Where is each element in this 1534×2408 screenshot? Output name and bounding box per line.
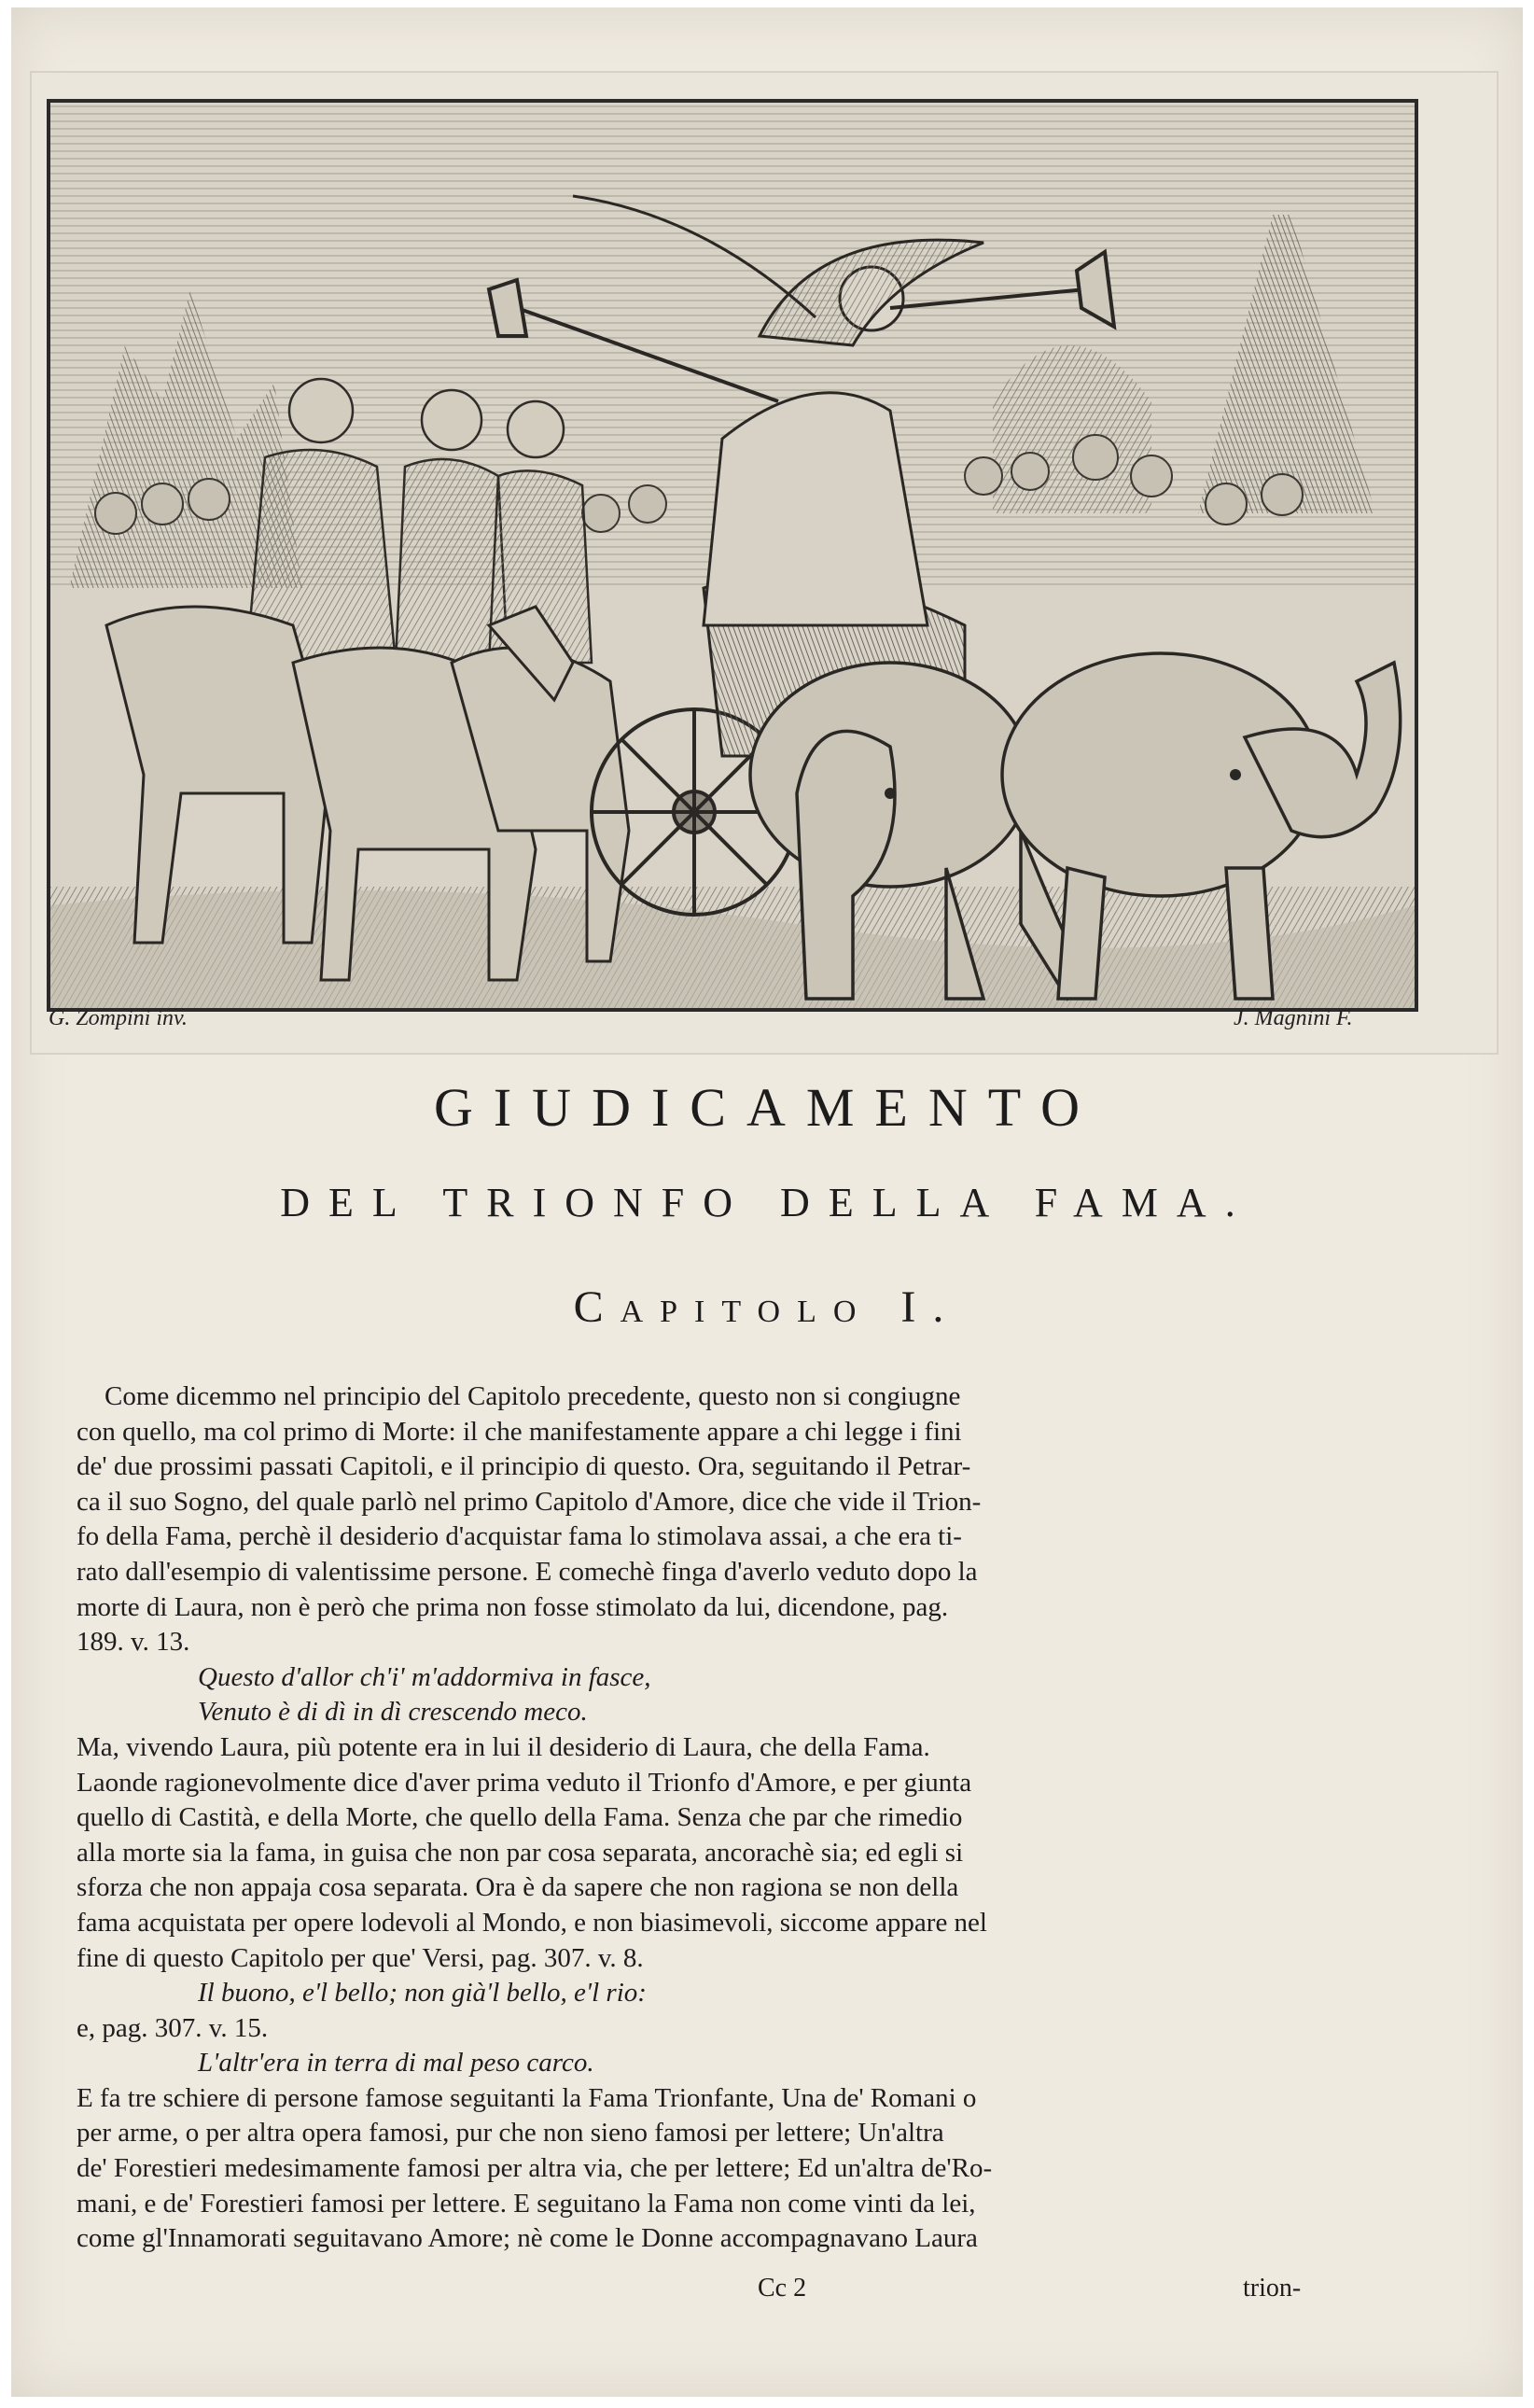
text-line: e, pag. 307. v. 15. bbox=[77, 2012, 269, 2043]
engraving-inventor-credit: G. Zompini inv. bbox=[49, 1006, 188, 1030]
verse-quote-line: L'altr'era in terra di mal peso carco. bbox=[198, 2048, 594, 2079]
text-line: ca il suo Sogno, del quale parlò nel primo Capitolo d'Amore, dice che vide il Trion- bbox=[77, 1486, 982, 1517]
text-line: mani, e de' Forestieri famosi per lettere. E seguitano la Fama non come vinti da lei, bbox=[77, 2188, 976, 2219]
book-page bbox=[11, 7, 1523, 2397]
verse-quote-line: Il buono, e'l bello; non già'l bello, e'l rio: bbox=[198, 1978, 647, 2009]
text-line: fama acquistata per opere lodevoli al Mondo, e non biasimevoli, siccome appare nel bbox=[77, 1907, 987, 1938]
text-line: sforza che non appaja cosa separata. Ora è da sapere che non ragiona se non della bbox=[77, 1872, 959, 1903]
verse-quote-line: Venuto è di dì in dì crescendo meco. bbox=[198, 1697, 588, 1728]
text-line: fine di questo Capitolo per que' Versi, pag. 307. v. 8. bbox=[77, 1942, 644, 1973]
page-title: GIUDICAMENTO bbox=[433, 1077, 1100, 1138]
verse-quote-line: Questo d'allor ch'i' m'addormiva in fasce, bbox=[198, 1661, 651, 1692]
engraving-engraver-credit: J. Magnini F. bbox=[1234, 1006, 1353, 1030]
page-subtitle: DEL TRIONFO DELLA FAMA. bbox=[280, 1180, 1254, 1225]
text-line: morte di Laura, non è però che prima non fosse stimolato da lui, dicendone, pag. bbox=[77, 1591, 949, 1622]
body-text bbox=[77, 1379, 1374, 2257]
text-line: per arme, o per altra opera famosi, pur che non sieno famosi per lettere; Un'altra bbox=[77, 2118, 944, 2149]
text-line: de' due prossimi passati Capitoli, e il principio di questo. Ora, seguitando il Petrar- bbox=[77, 1451, 971, 1482]
text-line: fo della Fama, perchè il desiderio d'acquistar fama lo stimolava assai, a che era ti- bbox=[77, 1521, 962, 1552]
text-line: rato dall'esempio di valentissime persone. E comechè finga d'averlo veduto dopo la bbox=[77, 1556, 978, 1587]
catchword: trion- bbox=[1243, 2274, 1302, 2303]
text-line: alla morte sia la fama, in guisa che non par cosa separata, ancorachè sia; ed egli si bbox=[77, 1837, 964, 1868]
text-line: Ma, vivendo Laura, più potente era in lui il desiderio di Laura, che della Fama. bbox=[77, 1731, 930, 1762]
text-line: con quello, ma col primo di Morte: il che manifestamente appare a chi legge i fini bbox=[77, 1416, 962, 1447]
chapter-heading: Capitolo I. bbox=[573, 1282, 961, 1332]
text-line: 189. v. 13. bbox=[77, 1627, 190, 1658]
engraving-illustration bbox=[47, 99, 1418, 1012]
text-line: Laonde ragionevolmente dice d'aver prima veduto il Trionfo d'Amore, e per giunta bbox=[77, 1767, 972, 1798]
text-line: quello di Castità, e della Morte, che quello della Fama. Senza che par che rimedio bbox=[77, 1802, 963, 1833]
triumph-of-fame-engraving bbox=[50, 103, 1415, 1008]
text-line: de' Forestieri medesimamente famosi per altra via, che per lettere; Ed un'altra de'Ro- bbox=[77, 2153, 993, 2184]
text-line: Come dicemmo nel principio del Capitolo precedente, questo non si congiugne bbox=[105, 1381, 961, 1411]
text-line: E fa tre schiere di persone famose seguitanti la Fama Trionfante, Una de' Romani o bbox=[77, 2082, 977, 2113]
signature-mark: Cc 2 bbox=[758, 2274, 807, 2303]
text-line: come gl'Innamorati seguitavano Amore; nè come le Donne accompagnavano Laura bbox=[77, 2223, 978, 2254]
